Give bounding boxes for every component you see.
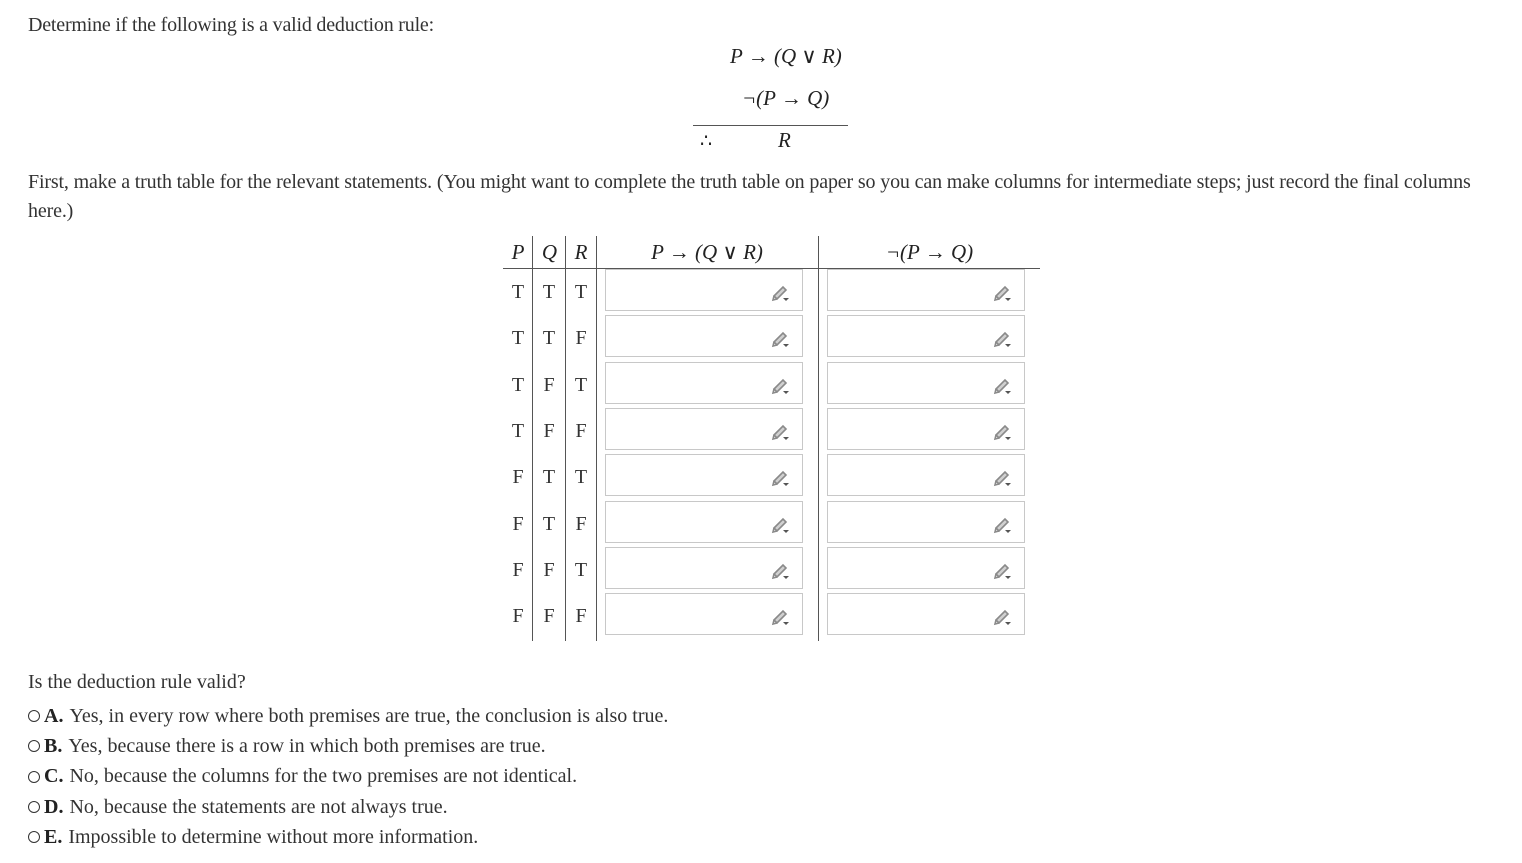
question-text: Determine if the following is a valid deduction rule: [28,14,434,36]
option-e[interactable] [28,822,668,852]
option-c[interactable] [28,762,668,792]
premise-2-answer-input[interactable] [827,501,1025,543]
truth-value-cell: F [512,558,524,581]
truth-value-cell: F [575,605,587,628]
premise-1-answer-input[interactable] [605,454,803,496]
pencil-icon[interactable] [770,421,790,441]
header-premise-2: ¬(P → Q) [885,240,974,264]
option-text: Yes, because there is a row in which both premises are true. [68,734,546,757]
pencil-icon[interactable] [770,606,790,626]
premise-1-answer-input[interactable] [605,269,803,311]
truth-value-cell: F [543,373,555,396]
truth-value-cell: F [512,466,524,489]
conclusion: R [778,128,791,152]
pencil-icon[interactable] [992,328,1012,348]
option-text: No, because the columns for the two premises are not identical. [69,765,578,788]
pencil-icon[interactable] [992,560,1012,580]
answer-options [28,701,668,852]
radio-button[interactable] [28,801,40,813]
pencil-icon[interactable] [992,421,1012,441]
truth-value-cell: T [574,558,588,581]
premise-1-answer-input[interactable] [605,362,803,404]
radio-button[interactable] [28,771,40,783]
truth-value-cell: T [574,373,588,396]
premise-2-answer-input[interactable] [827,408,1025,450]
pencil-icon[interactable] [992,606,1012,626]
premise-2-answer-input[interactable] [827,547,1025,589]
truth-value-cell: T [542,466,556,489]
truth-value-cell: T [511,373,525,396]
premise-2-answer-input[interactable] [827,454,1025,496]
column-divider [596,236,597,641]
therefore-symbol: ∴ [700,131,713,152]
option-letter: B. [44,734,63,757]
truth-value-cell: F [543,558,555,581]
option-d[interactable] [28,792,668,822]
option-letter: A. [44,704,64,727]
truth-value-cell: T [511,327,525,350]
pencil-icon[interactable] [770,375,790,395]
truth-value-cell: T [574,466,588,489]
radio-button[interactable] [28,740,40,752]
truth-value-cell: T [511,419,525,442]
truth-value-cell: F [575,512,587,535]
premise-2-answer-input[interactable] [827,362,1025,404]
option-text: Impossible to determine without more information. [68,825,479,848]
truth-value-cell: F [575,419,587,442]
deduction-divider [693,125,848,126]
premise-1-answer-input[interactable] [605,593,803,635]
header-q: Q [541,240,558,264]
option-letter: D. [44,795,64,818]
truth-value-cell: F [512,512,524,535]
premise-2-answer-input[interactable] [827,593,1025,635]
truth-value-cell: T [574,281,588,303]
option-a[interactable] [28,701,668,731]
truth-value-cell: F [543,605,555,628]
pencil-icon[interactable] [770,467,790,487]
premise-2-answer-input[interactable] [827,269,1025,311]
premise-1-answer-input[interactable] [605,408,803,450]
column-divider [818,236,819,641]
truth-value-cell: F [543,419,555,442]
pencil-icon[interactable] [770,282,790,302]
truth-value-cell: F [575,327,587,350]
header-p: P [511,240,525,264]
pencil-icon[interactable] [992,282,1012,302]
truth-value-cell: T [542,281,556,303]
option-text: Yes, in every row where both premises are true, the conclusion is also true. [69,704,669,727]
premise-1-answer-input[interactable] [605,501,803,543]
truth-value-cell: F [512,605,524,628]
premise-1: P → (Q ∨ R) [730,44,842,68]
truth-value-cell: T [511,281,525,303]
validity-question: Is the deduction rule valid? [28,671,246,693]
pencil-icon[interactable] [770,514,790,534]
truth-value-cell: T [542,512,556,535]
pencil-icon[interactable] [992,467,1012,487]
pencil-icon[interactable] [992,514,1012,534]
header-premise-1: P → (Q ∨ R) [651,240,763,264]
header-r: R [574,240,588,264]
premise-2: ¬(P → Q) [742,86,830,110]
premise-1-answer-input[interactable] [605,547,803,589]
instructions-text: First, make a truth table for the relevant statements. (You might want to complete the truth table on paper so you can make columns for intermediate steps; just record the final columns here.) [28,171,1471,222]
radio-button[interactable] [28,831,40,843]
option-letter: C. [44,765,64,788]
option-letter: E. [44,825,63,848]
option-b[interactable] [28,731,668,761]
pencil-icon[interactable] [770,560,790,580]
option-text: No, because the statements are not always true. [69,795,448,818]
radio-button[interactable] [28,710,40,722]
premise-1-answer-input[interactable] [605,315,803,357]
premise-2-answer-input[interactable] [827,315,1025,357]
pencil-icon[interactable] [770,328,790,348]
pencil-icon[interactable] [992,375,1012,395]
truth-value-cell: T [542,327,556,350]
